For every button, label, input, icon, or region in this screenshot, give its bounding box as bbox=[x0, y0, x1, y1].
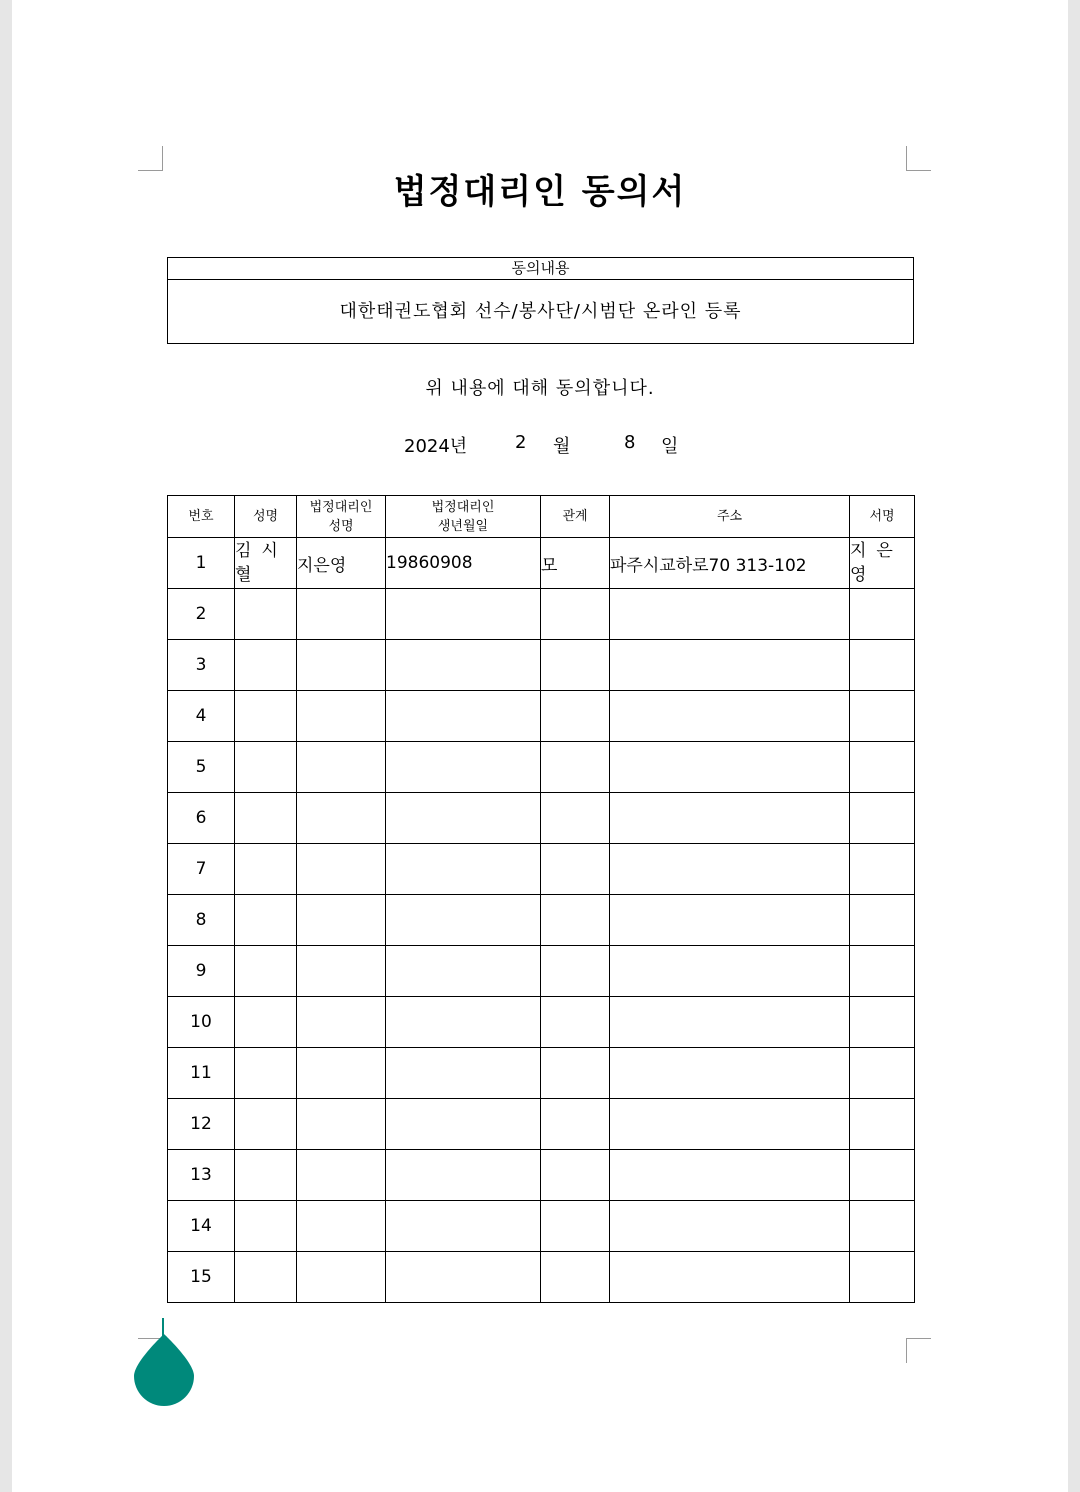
cell-signature bbox=[850, 946, 915, 997]
cell-address bbox=[610, 997, 850, 1048]
header-relation: 관계 bbox=[541, 496, 610, 538]
cell-relation bbox=[541, 742, 610, 793]
cell-guardian-name bbox=[297, 742, 386, 793]
cell-guardian-name bbox=[297, 589, 386, 640]
cell-number: 10 bbox=[168, 997, 235, 1048]
cell-name bbox=[235, 691, 297, 742]
table-row bbox=[168, 844, 915, 895]
cell-relation bbox=[541, 1150, 610, 1201]
cell-relation bbox=[541, 640, 610, 691]
cell-relation bbox=[541, 1201, 610, 1252]
cell-signature bbox=[850, 1201, 915, 1252]
cell-guardian-name bbox=[297, 946, 386, 997]
table-row bbox=[168, 691, 915, 742]
cell-relation bbox=[541, 589, 610, 640]
table-header-row bbox=[168, 496, 915, 538]
cell-relation bbox=[541, 997, 610, 1048]
table-row bbox=[168, 640, 915, 691]
agreement-statement: 위 내용에 대해 동의합니다. bbox=[425, 378, 655, 399]
cell-name bbox=[235, 946, 297, 997]
cell-guardian-birthdate bbox=[386, 589, 541, 640]
cell-relation bbox=[541, 1048, 610, 1099]
cell-relation bbox=[541, 844, 610, 895]
consent-box bbox=[167, 257, 914, 344]
cell-name bbox=[235, 793, 297, 844]
cell-address bbox=[610, 793, 850, 844]
cell-guardian-name bbox=[297, 1201, 386, 1252]
cell-guardian-name bbox=[297, 1252, 386, 1303]
cell-guardian-name bbox=[297, 1150, 386, 1201]
cell-relation bbox=[541, 1252, 610, 1303]
date-year: 2024년 bbox=[404, 436, 468, 457]
cell-address bbox=[610, 1252, 850, 1303]
date-month: 2 bbox=[515, 432, 527, 453]
cell-guardian-birthdate bbox=[386, 742, 541, 793]
cell-guardian-birthdate bbox=[386, 1048, 541, 1099]
cell-address: 파주시교하로70 313-102 bbox=[610, 538, 850, 589]
cell-number: 3 bbox=[168, 640, 235, 691]
cell-signature bbox=[850, 895, 915, 946]
cell-name: 김시혈 bbox=[235, 538, 297, 589]
date-day-label: 일 bbox=[661, 436, 679, 457]
cell-guardian-birthdate bbox=[386, 1099, 541, 1150]
cell-guardian-birthdate bbox=[386, 1252, 541, 1303]
cell-number: 11 bbox=[168, 1048, 235, 1099]
cell-address bbox=[610, 895, 850, 946]
cell-guardian-birthdate bbox=[386, 1201, 541, 1252]
cell-number: 1 bbox=[168, 538, 235, 589]
cell-number: 2 bbox=[168, 589, 235, 640]
cell-guardian-name: 지은영 bbox=[297, 538, 386, 589]
cell-signature bbox=[850, 589, 915, 640]
cell-guardian-birthdate bbox=[386, 1150, 541, 1201]
header-number: 번호 bbox=[168, 496, 235, 538]
cell-address bbox=[610, 1150, 850, 1201]
cell-guardian-name bbox=[297, 844, 386, 895]
cell-address bbox=[610, 691, 850, 742]
cell-address bbox=[610, 1048, 850, 1099]
cell-signature bbox=[850, 1252, 915, 1303]
cell-name bbox=[235, 640, 297, 691]
table-row bbox=[168, 589, 915, 640]
cell-guardian-birthdate bbox=[386, 691, 541, 742]
cell-number: 12 bbox=[168, 1099, 235, 1150]
text-cursor-handle-icon[interactable] bbox=[134, 1332, 194, 1406]
cell-signature bbox=[850, 793, 915, 844]
table-row bbox=[168, 895, 915, 946]
cell-name bbox=[235, 844, 297, 895]
cell-guardian-birthdate bbox=[386, 895, 541, 946]
cell-signature bbox=[850, 742, 915, 793]
table-row bbox=[168, 997, 915, 1048]
cell-number: 14 bbox=[168, 1201, 235, 1252]
table-row bbox=[168, 538, 915, 589]
cell-name bbox=[235, 997, 297, 1048]
cell-relation bbox=[541, 793, 610, 844]
cell-name bbox=[235, 1048, 297, 1099]
cell-signature bbox=[850, 691, 915, 742]
cell-relation: 모 bbox=[541, 538, 610, 589]
cell-number: 4 bbox=[168, 691, 235, 742]
margin-corner-bottom-right bbox=[906, 1338, 931, 1363]
table-row bbox=[168, 1201, 915, 1252]
cell-address bbox=[610, 1099, 850, 1150]
cell-address bbox=[610, 640, 850, 691]
cell-name bbox=[235, 1099, 297, 1150]
cell-address bbox=[610, 844, 850, 895]
cell-signature bbox=[850, 640, 915, 691]
header-guardian-name: 법정대리인 성명 bbox=[297, 496, 386, 538]
cell-name bbox=[235, 589, 297, 640]
cell-guardian-birthdate bbox=[386, 640, 541, 691]
document-title: 법정대리인 동의서 bbox=[393, 172, 687, 212]
cell-name bbox=[235, 895, 297, 946]
cell-guardian-name bbox=[297, 691, 386, 742]
cell-number: 13 bbox=[168, 1150, 235, 1201]
cell-guardian-birthdate bbox=[386, 844, 541, 895]
table-row bbox=[168, 793, 915, 844]
cell-number: 6 bbox=[168, 793, 235, 844]
cell-number: 9 bbox=[168, 946, 235, 997]
cell-guardian-name bbox=[297, 997, 386, 1048]
header-guardian-birthdate: 법정대리인 생년월일 bbox=[386, 496, 541, 538]
cell-address bbox=[610, 589, 850, 640]
cell-number: 7 bbox=[168, 844, 235, 895]
cell-signature bbox=[850, 1150, 915, 1201]
date-day: 8 bbox=[624, 432, 636, 453]
table-row bbox=[168, 946, 915, 997]
date-month-label: 월 bbox=[553, 436, 571, 457]
cell-address bbox=[610, 1201, 850, 1252]
cell-guardian-name bbox=[297, 1099, 386, 1150]
table-row bbox=[168, 1048, 915, 1099]
cell-guardian-birthdate bbox=[386, 946, 541, 997]
cell-signature bbox=[850, 997, 915, 1048]
table-row bbox=[168, 742, 915, 793]
cell-relation bbox=[541, 895, 610, 946]
cell-signature bbox=[850, 1048, 915, 1099]
cell-signature bbox=[850, 844, 915, 895]
cell-number: 5 bbox=[168, 742, 235, 793]
cell-address bbox=[610, 946, 850, 997]
cell-name bbox=[235, 1150, 297, 1201]
cell-guardian-name bbox=[297, 1048, 386, 1099]
guardian-table bbox=[167, 495, 915, 1303]
cell-relation bbox=[541, 691, 610, 742]
table-row bbox=[168, 1150, 915, 1201]
cell-guardian-name bbox=[297, 640, 386, 691]
header-address: 주소 bbox=[610, 496, 850, 538]
header-signature: 서명 bbox=[850, 496, 915, 538]
cell-name bbox=[235, 1201, 297, 1252]
table-row bbox=[168, 1252, 915, 1303]
cell-relation bbox=[541, 946, 610, 997]
cell-guardian-birthdate bbox=[386, 793, 541, 844]
cell-number: 8 bbox=[168, 895, 235, 946]
header-name: 성명 bbox=[235, 496, 297, 538]
consent-header: 동의내용 bbox=[168, 258, 913, 280]
cell-name bbox=[235, 1252, 297, 1303]
cell-address bbox=[610, 742, 850, 793]
cell-number: 15 bbox=[168, 1252, 235, 1303]
cell-guardian-birthdate: 19860908 bbox=[386, 538, 541, 589]
cell-guardian-name bbox=[297, 793, 386, 844]
cell-signature bbox=[850, 1099, 915, 1150]
cell-signature: 지은영 bbox=[850, 538, 915, 589]
cell-relation bbox=[541, 1099, 610, 1150]
cell-guardian-birthdate bbox=[386, 997, 541, 1048]
cell-name bbox=[235, 742, 297, 793]
consent-text: 대한태권도협회 선수/봉사단/시범단 온라인 등록 bbox=[339, 301, 742, 322]
cell-guardian-name bbox=[297, 895, 386, 946]
table-row bbox=[168, 1099, 915, 1150]
